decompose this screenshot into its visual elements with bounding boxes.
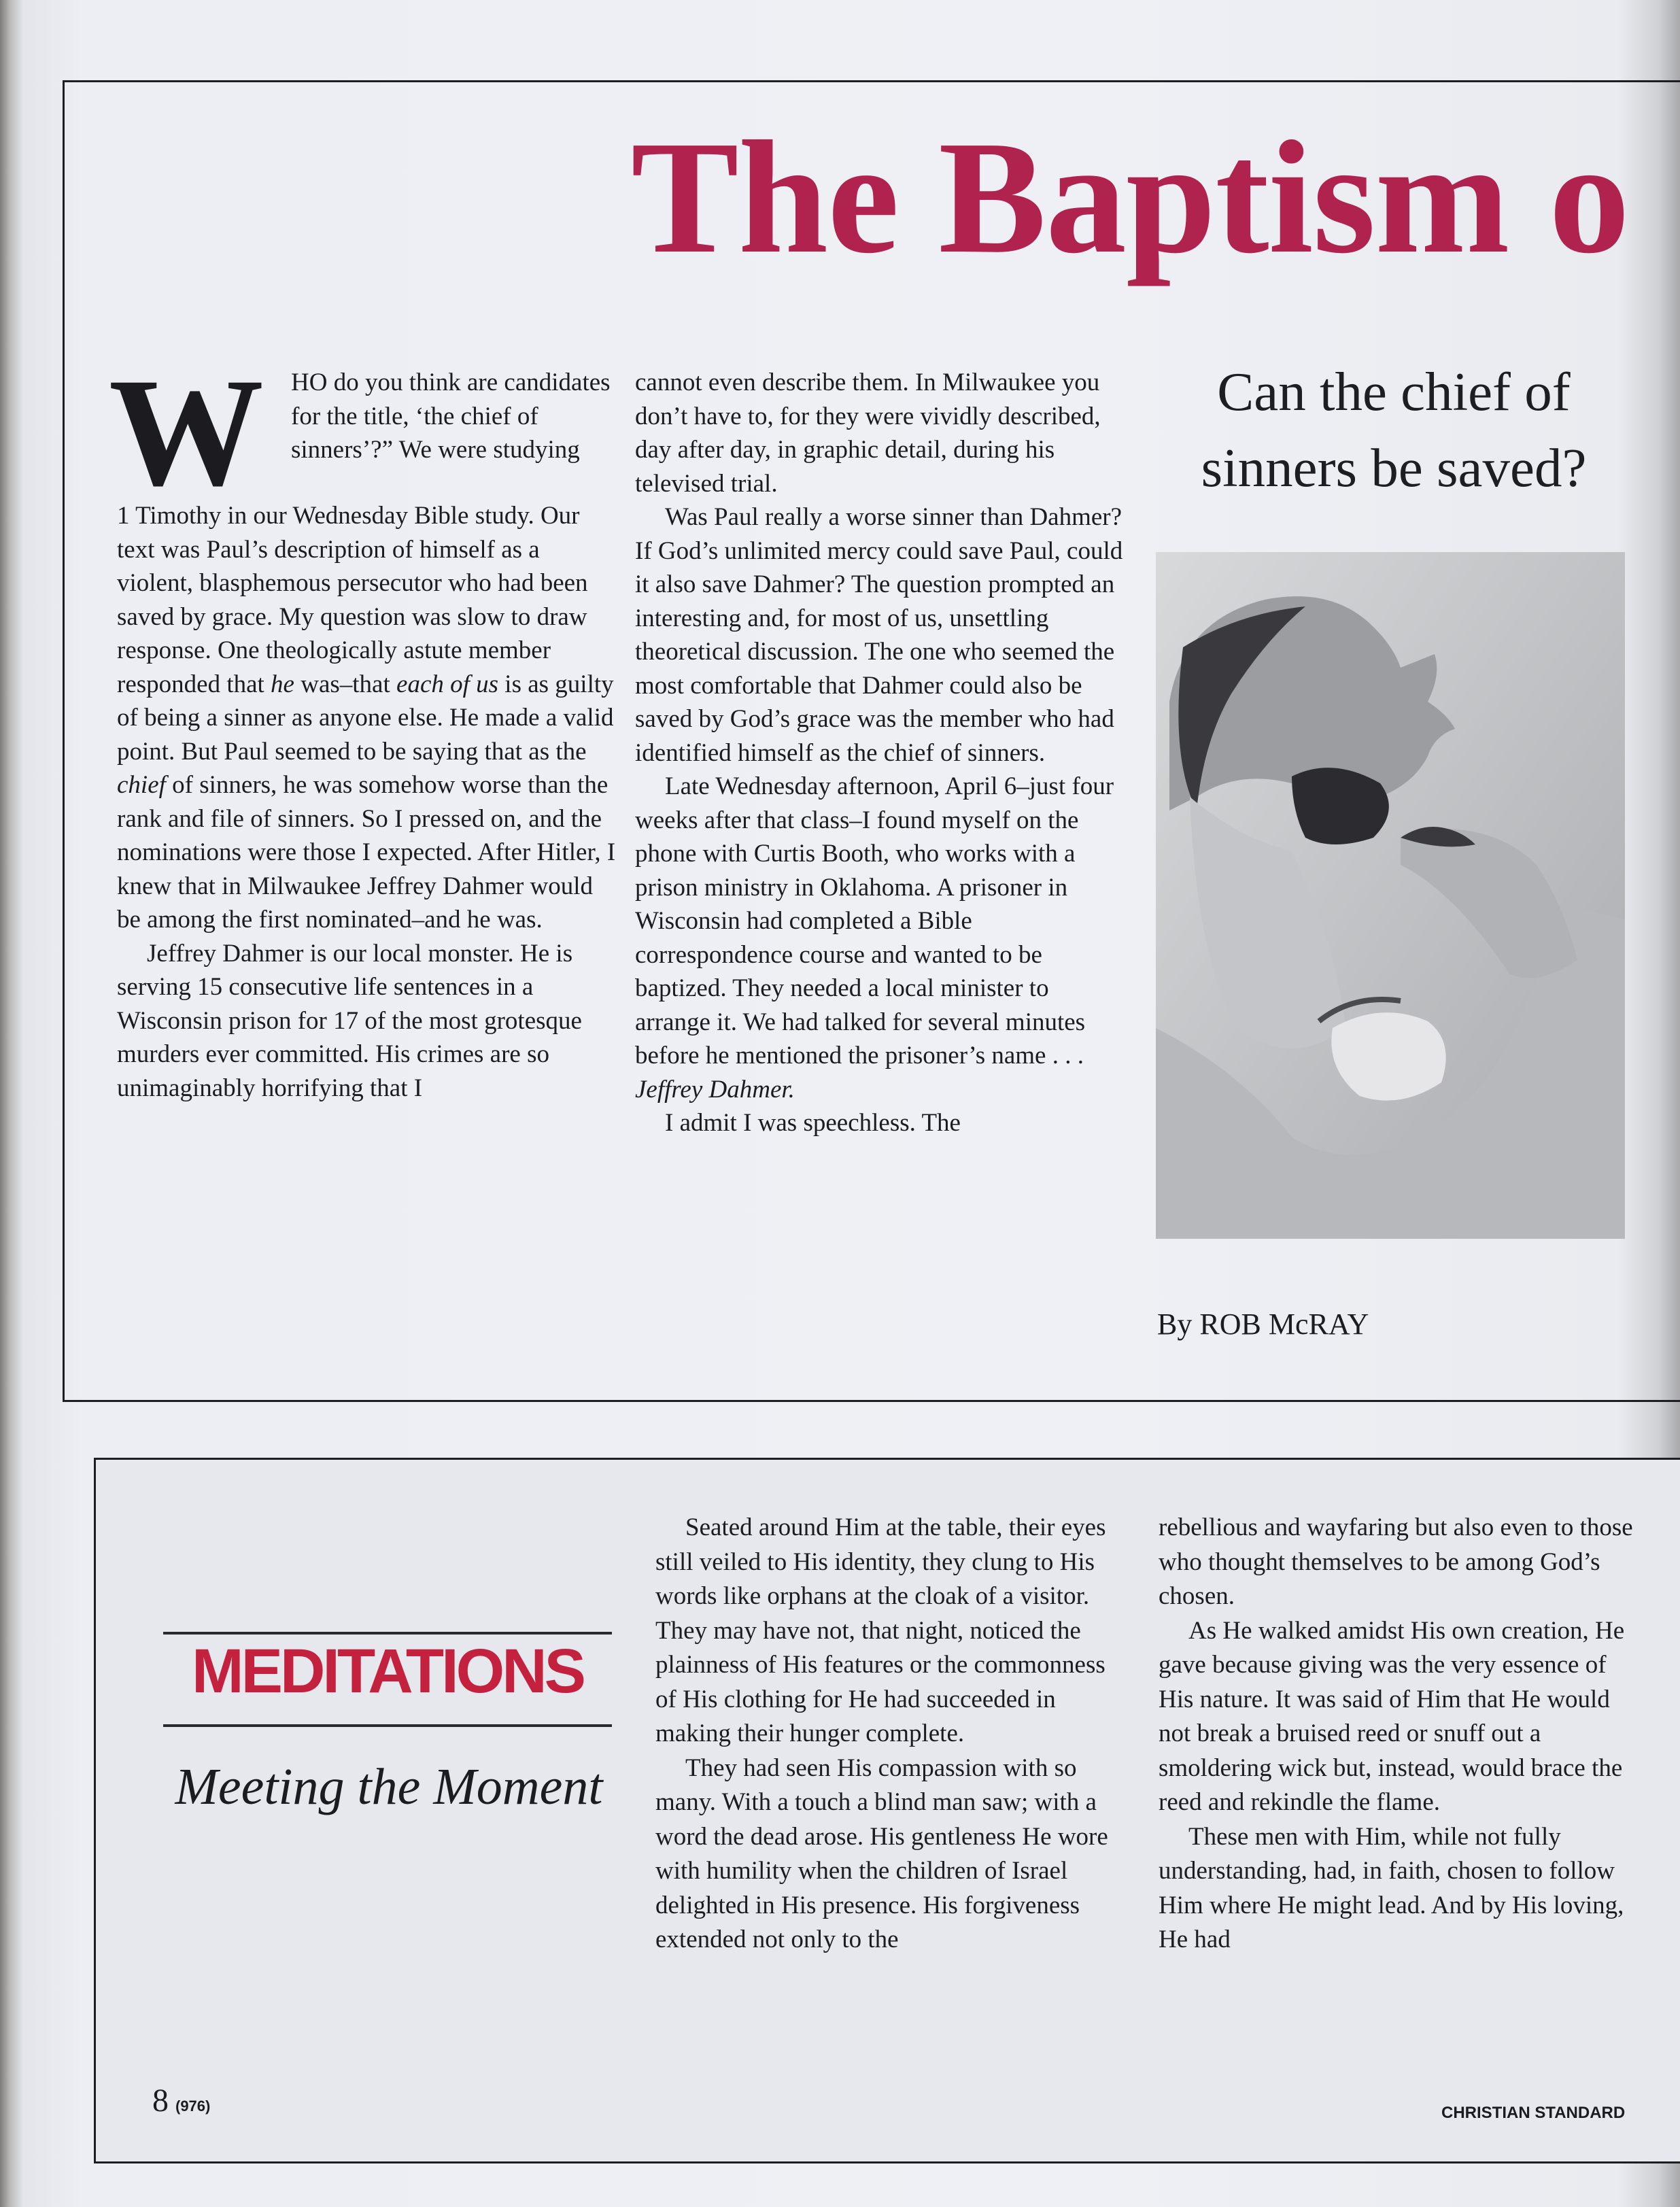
column-1-intro: HO do you think are candidates for the title, ‘the chief of sinners’?” We were studying	[291, 369, 611, 464]
magazine-name: CHRISTIAN STANDARD	[1441, 2104, 1626, 2122]
paragraph-text: Late Wednesday afternoon, April 6–just four weeks after that class–I found myself on the phone with Curtis Booth, who works with a prison ministry in Oklahoma. A prisoner in Wisconsin had completed a Bible correspondence course and wanted to be baptized. They needed a local minister to arrange it. We had talked for several minutes before he mentioned the prisoner’s name . . .	[635, 772, 1114, 1070]
byline: By ROB McRAY	[1157, 1307, 1369, 1341]
illustration-svg	[1156, 552, 1625, 1239]
meditations-subtitle: Meeting the Moment	[175, 1758, 603, 1815]
article-column-1	[117, 499, 619, 1105]
paragraph: As He walked amidst His own creation, He gave because giving was the very essence of His nature. It was said of Him that He would not break a bruised reed or snuff out a smoldering wick but, instead, would brace the reed and rekindle the flame.	[1159, 1616, 1625, 1816]
meditations-column-2	[1159, 1511, 1634, 1957]
page-folio	[152, 2085, 210, 2117]
paragraph: cannot even describe them. In Milwaukee you don’t have to, for they were vividly described, day after day, in graphic detail, during his televised trial.	[635, 369, 1101, 498]
paragraph: 1 Timothy in our Wednesday Bible study. Our text was Paul’s description of himself as a violent, blasphemous persecutor who had been saved by grace. My question was slow to draw response. One theologically astute member responded that he was–that each of us is as guilty of being a sinner as anyone else. He made a valid point. But Paul seemed to be saying that as the chief of sinners, he was somehow worse than the rank and file of sinners. So I pressed on, and the nominations were those I expected. After Hitler, I knew that in Milwaukee Jeffrey Dahmer would be among the first nominated–and he was.	[117, 502, 616, 934]
paragraph	[635, 770, 1123, 1106]
paragraph: These men with Him, while not fully understanding, had, in faith, chosen to follow Him where He might lead. And by His loving, He had	[1159, 1822, 1624, 1953]
logo-rule-bottom	[163, 1724, 612, 1727]
article-column-2	[635, 366, 1123, 1140]
article-title: The Baptism o	[631, 108, 1630, 287]
paragraph: Was Paul really a worse sinner than Dahmer? If God’s unlimited mercy could save Paul, could it also save Dahmer? The question prompted an interesting and, for most of us, unsettling theoretical discussion. The one who seemed the most comfortable that Dahmer could also be saved by God’s grace was the member who had identified himself as the chief of sinners.	[635, 503, 1123, 767]
paragraph: Jeffrey Dahmer is our local monster. He is serving 15 consecutive life sentences in a Wisconsin prison for 17 of the most grotesque murders ever committed. His crimes are so unimaginably horrifying that I	[117, 939, 582, 1102]
page-number: 8	[152, 2083, 169, 2119]
italic-name: Jeffrey Dahmer.	[635, 1075, 795, 1104]
article-deck: Can the chief of sinners be saved?	[1201, 361, 1587, 498]
paragraph: rebellious and wayfaring but also even to those who thought themselves to be among God’s chosen.	[1159, 1513, 1633, 1610]
meditations-column-1	[655, 1511, 1118, 1957]
drop-cap: W	[109, 347, 264, 518]
illustration-praying-man	[1156, 552, 1625, 1239]
paragraph: Seated around Him at the table, their eyes still veiled to His identity, they clung to His words like orphans at the cloak of a visitor. They may have not, that night, noticed the plainness of His features or the commonness of His clothing for He had succeeded in making their hunger complete.	[655, 1513, 1106, 1747]
logo-rule-top	[163, 1632, 612, 1635]
meditations-logo: MEDITATIONS	[191, 1637, 584, 1706]
paragraph: I admit I was speechless. The	[665, 1109, 961, 1137]
page-sub-number: (976)	[175, 2098, 211, 2115]
paragraph: They had seen His compassion with so many. With a touch a blind man saw; with a word the dead arose. His gentleness He wore with humility when the children of Israel delighted in His presence. His forgiveness extended not only to the	[655, 1753, 1108, 1953]
